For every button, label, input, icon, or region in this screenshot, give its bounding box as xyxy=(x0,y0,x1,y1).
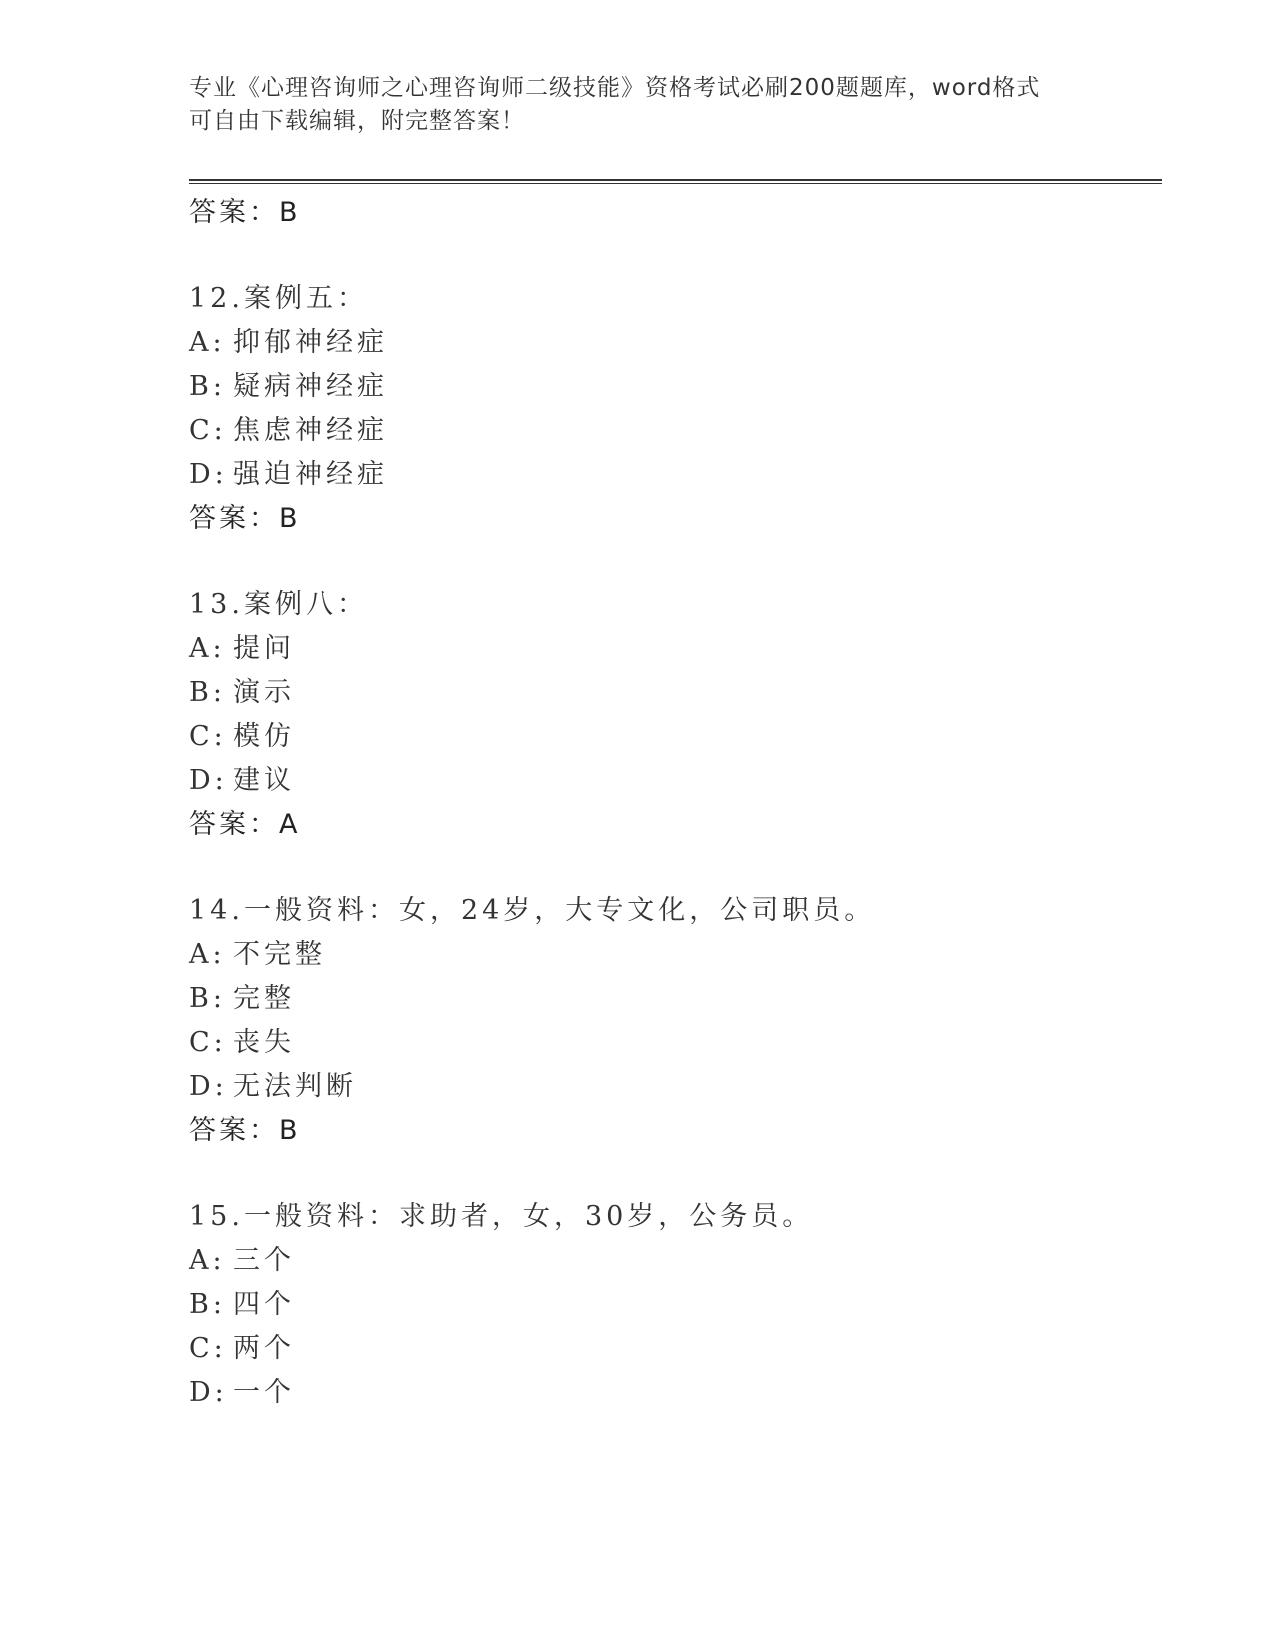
option-letter: B: xyxy=(189,371,226,402)
question-14-option-b xyxy=(189,976,295,1015)
option-letter: A: xyxy=(189,327,226,358)
option-text: 演示 xyxy=(233,677,295,708)
question-13-option-b xyxy=(189,670,295,709)
header-title-line-1: 专业《心理咨询师之心理咨询师二级技能》资格考试必刷200题题库，word格式 xyxy=(189,75,1041,101)
question-15-option-c xyxy=(189,1326,295,1365)
option-text: 模仿 xyxy=(233,721,295,752)
question-15: 15.一般资料：求助者，女，30岁，公务员。 xyxy=(189,1201,814,1232)
question-12-option-c xyxy=(189,408,388,447)
question-13-option-a xyxy=(189,626,295,665)
option-text: 提问 xyxy=(233,633,295,664)
option-text: 两个 xyxy=(233,1333,295,1364)
option-text: 三个 xyxy=(233,1245,295,1276)
question-13: 13.案例八： xyxy=(189,589,368,620)
question-15-option-b xyxy=(189,1282,295,1321)
option-letter: A: xyxy=(189,1245,226,1276)
header-title-line-2: 可自由下载编辑，附完整答案！ xyxy=(189,108,525,134)
option-text: 完整 xyxy=(233,983,295,1014)
option-letter: B: xyxy=(189,677,226,708)
question-14: 14.一般资料：女，24岁，大专文化，公司职员。 xyxy=(189,895,876,926)
option-text: 抑郁神经症 xyxy=(233,327,388,358)
header-divider xyxy=(189,179,1162,184)
question-13-option-c xyxy=(189,714,295,753)
question-12-option-a xyxy=(189,320,388,359)
option-letter: B: xyxy=(189,1289,226,1320)
option-letter: A: xyxy=(189,633,226,664)
option-letter: D: xyxy=(189,765,228,796)
option-text: 一个 xyxy=(233,1377,295,1408)
option-letter: C: xyxy=(189,1333,227,1364)
option-letter: D: xyxy=(189,1071,228,1102)
option-letter: B: xyxy=(189,983,226,1014)
option-letter: C: xyxy=(189,721,227,752)
question-14-option-c xyxy=(189,1020,295,1059)
answer-question-13: 答案：A xyxy=(189,809,301,840)
question-12-option-b xyxy=(189,364,388,403)
option-letter: D: xyxy=(189,459,228,490)
question-13-option-d xyxy=(189,758,295,797)
option-text: 强迫神经症 xyxy=(233,459,388,490)
question-14-option-a xyxy=(189,932,326,971)
option-text: 四个 xyxy=(233,1289,295,1320)
answer-question-14: 答案：B xyxy=(189,1115,301,1146)
option-text: 不完整 xyxy=(233,939,326,970)
option-letter: C: xyxy=(189,1027,227,1058)
option-letter: D: xyxy=(189,1377,228,1408)
option-text: 焦虑神经症 xyxy=(233,415,388,446)
question-15-option-d xyxy=(189,1370,295,1409)
question-12-option-d xyxy=(189,452,388,491)
question-15-option-a xyxy=(189,1238,295,1277)
option-text: 建议 xyxy=(233,765,295,796)
option-text: 丧失 xyxy=(233,1027,295,1058)
option-letter: A: xyxy=(189,939,226,970)
question-14-option-d xyxy=(189,1064,357,1103)
question-12: 12.案例五： xyxy=(189,283,368,314)
answer-question-12: 答案：B xyxy=(189,503,301,534)
option-letter: C: xyxy=(189,415,227,446)
document-header xyxy=(189,72,1089,138)
option-text: 无法判断 xyxy=(233,1071,357,1102)
option-text: 疑病神经症 xyxy=(233,371,388,402)
answer-previous: 答案：B xyxy=(189,197,301,228)
